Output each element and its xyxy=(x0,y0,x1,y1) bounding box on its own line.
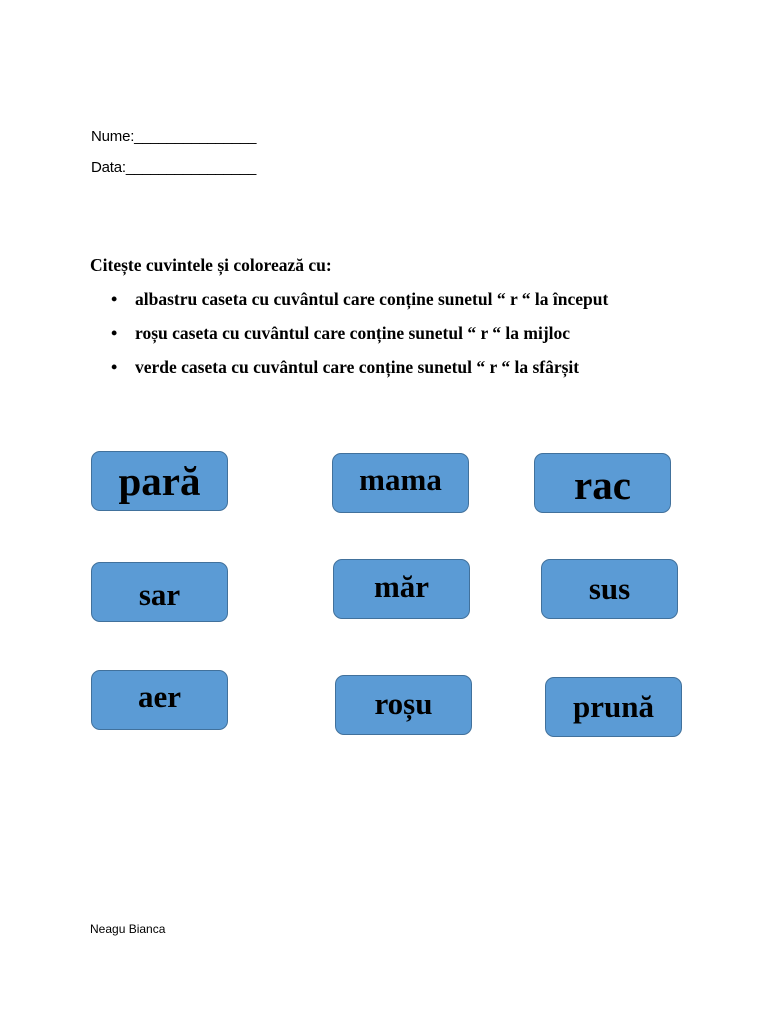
author-name: Neagu Bianca xyxy=(90,922,166,936)
instructions-list xyxy=(90,289,608,391)
instruction-text: roșu caseta cu cuvântul care conține sunetul “ r “ la mijloc xyxy=(135,323,571,343)
word-box-aer[interactable]: aer xyxy=(91,670,228,730)
word-box-rosu[interactable]: roșu xyxy=(335,675,472,735)
word-box-pruna[interactable]: prună xyxy=(545,677,682,737)
name-field: Nume:_______________ xyxy=(91,128,257,145)
instruction-text: albastru caseta cu cuvântul care conține sunetul “ r “ la început xyxy=(135,289,609,309)
date-field: Data:________________ xyxy=(91,159,257,176)
instructions xyxy=(90,255,608,391)
bullet-icon: • xyxy=(111,323,118,343)
instruction-item-blue xyxy=(90,289,608,323)
instruction-item-green xyxy=(90,357,608,391)
word-box-para[interactable]: pară xyxy=(91,451,228,511)
instructions-heading: Citește cuvintele și colorează cu: xyxy=(90,255,332,275)
instruction-item-red xyxy=(90,323,608,357)
instruction-text: verde caseta cu cuvântul care conține sunetul “ r “ la sfârșit xyxy=(135,357,580,377)
word-box-mar[interactable]: măr xyxy=(333,559,470,619)
word-box-rac[interactable]: rac xyxy=(534,453,671,513)
word-box-sus[interactable]: sus xyxy=(541,559,678,619)
bullet-icon: • xyxy=(111,357,118,377)
word-box-sar[interactable]: sar xyxy=(91,562,228,622)
bullet-icon: • xyxy=(111,289,118,309)
word-box-mama[interactable]: mama xyxy=(332,453,469,513)
